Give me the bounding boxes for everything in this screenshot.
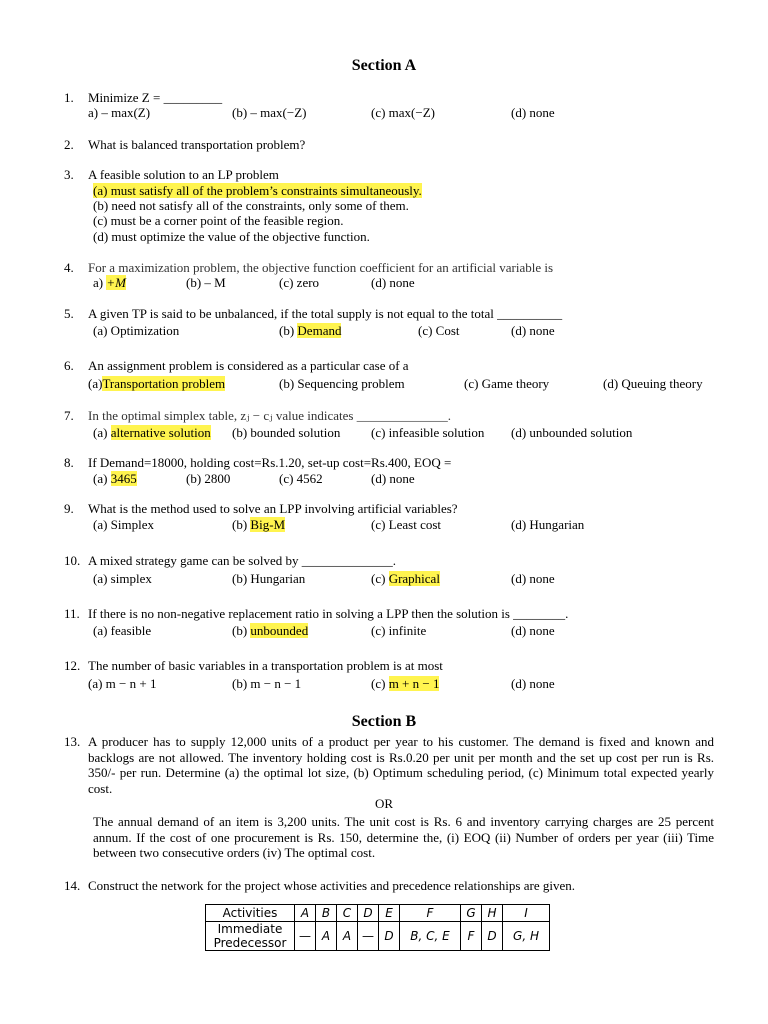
question-number: 4.	[64, 260, 74, 275]
option-c: (c) max(−Z)	[371, 105, 435, 120]
question-text: In the optimal simplex table, zⱼ − cⱼ value indicates ______________.	[88, 408, 451, 423]
question-number: 5.	[64, 306, 74, 321]
option-prefix: (a)	[93, 425, 111, 440]
question-text: An assignment problem is considered as a particular case of a	[88, 358, 409, 373]
option-b: (b) 2800	[186, 471, 231, 486]
question-text: Construct the network for the project whose activities and precedence relationships are given.	[88, 878, 575, 893]
question-number: 8.	[64, 455, 74, 470]
question-text: If there is no non-negative replacement ratio in solving a LPP then the solution is ________.	[88, 606, 569, 621]
question-number: 9.	[64, 501, 74, 516]
question-number: 10.	[64, 553, 81, 568]
option-d: (d) Hungarian	[511, 517, 585, 532]
option-c: (c) Game theory	[464, 376, 550, 391]
option-c: (c) Cost	[418, 323, 460, 338]
option-b: (b) – M	[186, 275, 226, 290]
option-d: (d) none	[511, 623, 555, 638]
table-cell: E	[379, 905, 400, 922]
option-a	[93, 425, 211, 441]
option-d: (d) none	[511, 105, 555, 120]
table-cell: D	[379, 922, 400, 951]
option-d: (d) unbounded solution	[511, 425, 633, 440]
question-text: The number of basic variables in a transportation problem is at most	[88, 658, 443, 673]
row-label: Activities	[206, 905, 295, 922]
option-d: (d) must optimize the value of the objective function.	[93, 229, 370, 244]
option-prefix: (c)	[371, 676, 389, 691]
question-number: 6.	[64, 358, 74, 373]
option-a	[93, 275, 126, 291]
table-cell: F	[400, 905, 461, 922]
option-prefix: (b)	[232, 517, 251, 532]
highlighted-answer: 3465	[110, 471, 137, 486]
table-cell: —	[358, 922, 379, 951]
question-text: What is the method used to solve an LPP involving artificial variables?	[88, 501, 458, 516]
table-cell: A	[316, 922, 337, 951]
highlighted-answer: Transportation problem	[102, 376, 226, 391]
or-separator: OR	[374, 796, 394, 811]
question-text: A mixed strategy game can be solved by ______________.	[88, 553, 396, 568]
predecessor-row	[206, 922, 550, 951]
question-text: What is balanced transportation problem?	[88, 137, 306, 152]
option-a	[88, 376, 225, 392]
table-cell: —	[295, 922, 316, 951]
table-cell: I	[503, 905, 550, 922]
option-d: (d) none	[371, 471, 415, 486]
option-a: (a) simplex	[93, 571, 152, 586]
option-c: (c) infeasible solution	[371, 425, 485, 440]
highlighted-answer: Big-M	[250, 517, 286, 532]
table-cell: A	[295, 905, 316, 922]
precedence-table	[205, 904, 550, 951]
table-cell: F	[461, 922, 482, 951]
option-b: (b) Hungarian	[232, 571, 306, 586]
row-label: Immediate Predecessor	[206, 922, 295, 951]
option-c	[371, 571, 440, 587]
highlighted-answer: must satisfy all of the problem’s constraints simultaneously.	[110, 183, 422, 198]
option-prefix: (b)	[279, 323, 298, 338]
question-text: For a maximization problem, the objective function coefficient for an artificial variable is	[88, 260, 554, 275]
option-prefix: a)	[93, 275, 107, 290]
option-b: (b) – max(−Z)	[232, 105, 307, 120]
table-cell: G	[461, 905, 482, 922]
table-cell: B	[316, 905, 337, 922]
question-number: 1.	[64, 90, 74, 105]
highlighted-answer: alternative solution	[110, 425, 211, 440]
option-b: (b) bounded solution	[232, 425, 341, 440]
option-a: (a) feasible	[93, 623, 152, 638]
question-number: 2.	[64, 137, 74, 152]
question-text: A feasible solution to an LP problem	[88, 167, 279, 182]
table-cell: A	[337, 922, 358, 951]
table-cell: B, C, E	[400, 922, 461, 951]
option-c: (c) infinite	[371, 623, 427, 638]
option-d: (d) none	[511, 676, 555, 691]
option-prefix: (a)	[88, 376, 103, 391]
question-number: 12.	[64, 658, 81, 673]
option-b	[232, 517, 285, 533]
option-a: (a) Simplex	[93, 517, 155, 532]
section-a-title: Section A	[351, 57, 417, 74]
option-prefix: (a)	[93, 183, 111, 198]
option-a: (a) m − n + 1	[88, 676, 157, 691]
option-c: (c) 4562	[279, 471, 323, 486]
table-cell: D	[482, 922, 503, 951]
table-cell: D	[358, 905, 379, 922]
option-c: (c) Least cost	[371, 517, 442, 532]
option-a	[93, 183, 422, 199]
option-a: a) – max(Z)	[88, 105, 151, 120]
option-c: (c) zero	[279, 275, 320, 290]
option-prefix: (a)	[93, 471, 111, 486]
section-b-title: Section B	[351, 713, 417, 730]
question-text: A producer has to supply 12,000 units of a product per year to his customer. The demand is fixed and known and backlogs are not allowed. The inventory holding cost is Rs.0.20 per unit per month and the set up cost per run is Rs. 350/- per run. Determine (a) the optimal lot size, (b) Optimum scheduling period, (c) Minimum total expected yearly cost.	[88, 734, 714, 796]
option-d: (d) none	[371, 275, 415, 290]
question-text: If Demand=18000, holding cost=Rs.1.20, set-up cost=Rs.400, EOQ =	[88, 455, 452, 470]
question-number: 14.	[64, 878, 81, 893]
highlighted-answer: Graphical	[388, 571, 440, 586]
option-c: (c) must be a corner point of the feasible region.	[93, 213, 344, 228]
question-text: A given TP is said to be unbalanced, if the total supply is not equal to the total __________	[88, 306, 563, 321]
option-a: (a) Optimization	[93, 323, 180, 338]
question-number: 11.	[64, 606, 80, 621]
table-cell: G, H	[503, 922, 550, 951]
highlighted-answer: unbounded	[250, 623, 309, 638]
option-d: (d) Queuing theory	[603, 376, 703, 391]
option-prefix: (b)	[232, 623, 251, 638]
question-number: 13.	[64, 734, 81, 749]
question-number: 7.	[64, 408, 74, 423]
option-b	[279, 323, 341, 339]
option-d: (d) none	[511, 571, 555, 586]
option-d: (d) none	[511, 323, 555, 338]
highlighted-answer: +M	[106, 275, 126, 290]
activities-row	[206, 905, 550, 922]
highlighted-answer: m + n − 1	[388, 676, 440, 691]
option-c	[371, 676, 439, 692]
highlighted-answer: Demand	[297, 323, 342, 338]
option-prefix: (c)	[371, 571, 389, 586]
option-b	[232, 623, 308, 639]
question-text: Minimize Z = _________	[88, 90, 223, 105]
question-number: 3.	[64, 167, 74, 182]
option-b: (b) m − n − 1	[232, 676, 302, 691]
question-text-alternative: The annual demand of an item is 3,200 units. The unit cost is Rs. 6 and inventory carrying charges are 25 percent annum. If the cost of one procurement is Rs. 150, determine the, (i) EOQ (ii) Number of orders per year (iii) Time between two consecutive orders (iv) The optimal cost.	[93, 814, 714, 860]
option-b: (b) Sequencing problem	[279, 376, 405, 391]
option-a	[93, 471, 137, 487]
table-cell: C	[337, 905, 358, 922]
option-b: (b) need not satisfy all of the constraints, only some of them.	[93, 198, 409, 213]
table-cell: H	[482, 905, 503, 922]
